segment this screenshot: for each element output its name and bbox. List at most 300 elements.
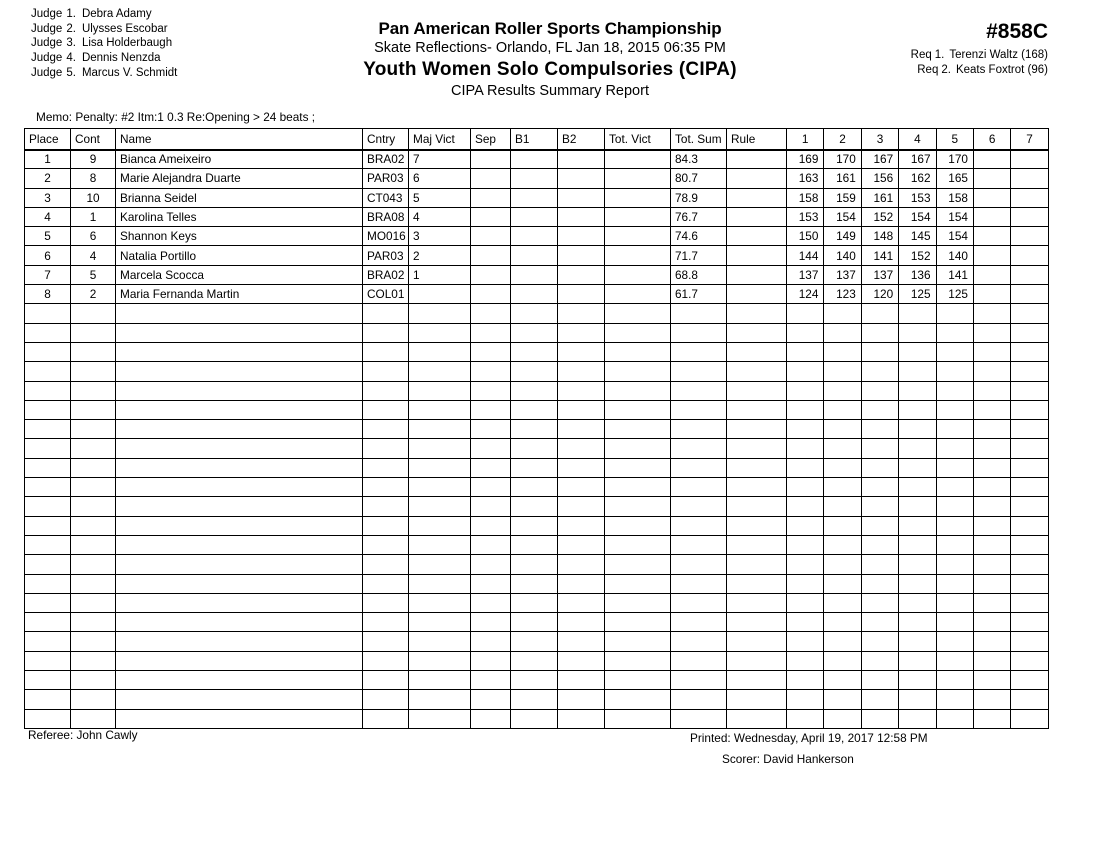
cell-judge-score-5: 141 bbox=[936, 265, 973, 284]
requirement-label: Req bbox=[910, 49, 932, 61]
cell-empty bbox=[363, 420, 409, 439]
cell-empty bbox=[558, 420, 605, 439]
cell-judge-score-7 bbox=[1011, 169, 1048, 188]
judge-name: Marcus V. Schmidt bbox=[81, 66, 178, 79]
cell-cntry: PAR03 bbox=[363, 169, 409, 188]
judge-name: Ulysses Escobar bbox=[81, 22, 168, 35]
column-header-judge-4: 4 bbox=[899, 129, 936, 150]
table-row-empty bbox=[25, 555, 1049, 574]
judge-name: Lisa Holderbaugh bbox=[81, 37, 173, 50]
cell-empty bbox=[605, 574, 671, 593]
column-header-cont: Cont bbox=[71, 129, 116, 150]
judge-line bbox=[31, 7, 177, 22]
cell-maj-vict: 6 bbox=[409, 169, 471, 188]
cell-sep bbox=[471, 188, 511, 207]
cell-empty bbox=[116, 613, 363, 632]
cell-empty bbox=[899, 651, 936, 670]
cell-rule bbox=[727, 285, 787, 304]
cell-empty bbox=[671, 478, 727, 497]
cell-empty bbox=[1011, 613, 1048, 632]
cell-empty bbox=[861, 516, 898, 535]
cell-tot-sum: 80.7 bbox=[671, 169, 727, 188]
cell-maj-vict: 2 bbox=[409, 246, 471, 265]
cell-empty bbox=[71, 497, 116, 516]
cell-empty bbox=[471, 690, 511, 709]
cell-empty bbox=[899, 593, 936, 612]
cell-empty bbox=[936, 362, 973, 381]
cell-empty bbox=[824, 497, 861, 516]
cell-empty bbox=[671, 497, 727, 516]
table-row-empty bbox=[25, 478, 1049, 497]
cell-empty bbox=[824, 574, 861, 593]
cell-empty bbox=[71, 342, 116, 361]
cell-empty bbox=[973, 362, 1010, 381]
cell-empty bbox=[409, 516, 471, 535]
cell-empty bbox=[471, 574, 511, 593]
cell-tot-sum: 76.7 bbox=[671, 207, 727, 226]
cell-b2 bbox=[558, 188, 605, 207]
cell-judge-score-5: 165 bbox=[936, 169, 973, 188]
cell-empty bbox=[605, 458, 671, 477]
cell-empty bbox=[973, 671, 1010, 690]
cell-empty bbox=[71, 709, 116, 728]
cell-b1 bbox=[511, 169, 558, 188]
cell-place: 7 bbox=[25, 265, 71, 284]
cell-empty bbox=[363, 632, 409, 651]
column-header-b2: B2 bbox=[558, 129, 605, 150]
cell-empty bbox=[558, 342, 605, 361]
event-title: Youth Women Solo Compulsories (CIPA) bbox=[363, 58, 737, 80]
cell-tot-vict bbox=[605, 188, 671, 207]
cell-empty bbox=[471, 304, 511, 323]
cell-judge-score-2: 137 bbox=[824, 265, 861, 284]
cell-empty bbox=[973, 690, 1010, 709]
cell-empty bbox=[558, 632, 605, 651]
cell-rule bbox=[727, 265, 787, 284]
cell-judge-score-1: 153 bbox=[787, 207, 824, 226]
column-header-maj-vict: Maj Vict bbox=[409, 129, 471, 150]
cell-name: Shannon Keys bbox=[116, 227, 363, 246]
cell-empty bbox=[899, 671, 936, 690]
cell-judge-score-6 bbox=[973, 285, 1010, 304]
cell-cont: 1 bbox=[71, 207, 116, 226]
cell-empty bbox=[1011, 362, 1048, 381]
cell-judge-score-5: 125 bbox=[936, 285, 973, 304]
cell-empty bbox=[363, 323, 409, 342]
cell-b2 bbox=[558, 285, 605, 304]
cell-empty bbox=[727, 497, 787, 516]
cell-empty bbox=[471, 709, 511, 728]
cell-empty bbox=[511, 381, 558, 400]
cell-empty bbox=[363, 342, 409, 361]
cell-empty bbox=[787, 555, 824, 574]
cell-empty bbox=[25, 420, 71, 439]
table-row bbox=[25, 265, 1049, 284]
cell-empty bbox=[787, 400, 824, 419]
cell-empty bbox=[409, 342, 471, 361]
cell-empty bbox=[116, 555, 363, 574]
cell-empty bbox=[1011, 439, 1048, 458]
cell-empty bbox=[116, 458, 363, 477]
cell-empty bbox=[1011, 420, 1048, 439]
cell-empty bbox=[558, 555, 605, 574]
cell-empty bbox=[936, 690, 973, 709]
cell-maj-vict: 3 bbox=[409, 227, 471, 246]
cell-empty bbox=[25, 690, 71, 709]
requirement-label: Req bbox=[917, 63, 939, 76]
cell-empty bbox=[471, 613, 511, 632]
cell-empty bbox=[727, 574, 787, 593]
cell-empty bbox=[363, 593, 409, 612]
cell-empty bbox=[899, 420, 936, 439]
cell-empty bbox=[787, 458, 824, 477]
cell-empty bbox=[936, 535, 973, 554]
cell-empty bbox=[25, 574, 71, 593]
cell-empty bbox=[409, 304, 471, 323]
cell-empty bbox=[787, 497, 824, 516]
table-header-row bbox=[25, 129, 1049, 150]
cell-empty bbox=[558, 535, 605, 554]
cell-empty bbox=[861, 362, 898, 381]
cell-empty bbox=[471, 651, 511, 670]
cell-empty bbox=[409, 400, 471, 419]
cell-empty bbox=[936, 478, 973, 497]
cell-tot-vict bbox=[605, 265, 671, 284]
cell-empty bbox=[973, 458, 1010, 477]
cell-empty bbox=[824, 400, 861, 419]
cell-empty bbox=[471, 400, 511, 419]
cell-empty bbox=[671, 593, 727, 612]
cell-judge-score-6 bbox=[973, 265, 1010, 284]
cell-judge-score-7 bbox=[1011, 246, 1048, 265]
cell-empty bbox=[558, 439, 605, 458]
cell-empty bbox=[25, 362, 71, 381]
cell-empty bbox=[558, 323, 605, 342]
column-header-rule: Rule bbox=[727, 129, 787, 150]
cell-name: Karolina Telles bbox=[116, 207, 363, 226]
cell-empty bbox=[787, 439, 824, 458]
cell-empty bbox=[471, 342, 511, 361]
cell-empty bbox=[605, 304, 671, 323]
cell-empty bbox=[71, 420, 116, 439]
cell-empty bbox=[25, 478, 71, 497]
cell-empty bbox=[671, 516, 727, 535]
cell-empty bbox=[671, 613, 727, 632]
cell-empty bbox=[116, 439, 363, 458]
cell-empty bbox=[511, 458, 558, 477]
cell-empty bbox=[363, 651, 409, 670]
cell-empty bbox=[71, 651, 116, 670]
cell-place: 3 bbox=[25, 188, 71, 207]
cell-empty bbox=[973, 574, 1010, 593]
event-info bbox=[911, 21, 1048, 77]
cell-empty bbox=[71, 555, 116, 574]
cell-empty bbox=[409, 478, 471, 497]
cell-judge-score-1: 137 bbox=[787, 265, 824, 284]
cell-empty bbox=[511, 516, 558, 535]
cell-empty bbox=[787, 709, 824, 728]
cell-empty bbox=[71, 458, 116, 477]
cell-b1 bbox=[511, 207, 558, 226]
cell-judge-score-3: 161 bbox=[861, 188, 898, 207]
requirement-number: 1. bbox=[934, 49, 945, 61]
cell-empty bbox=[71, 690, 116, 709]
cell-empty bbox=[671, 381, 727, 400]
table-row-empty bbox=[25, 420, 1049, 439]
requirement-number: 2. bbox=[941, 63, 951, 76]
cell-empty bbox=[824, 709, 861, 728]
cell-empty bbox=[824, 439, 861, 458]
cell-empty bbox=[511, 709, 558, 728]
cell-sep bbox=[471, 207, 511, 226]
cell-empty bbox=[727, 709, 787, 728]
cell-empty bbox=[727, 458, 787, 477]
cell-empty bbox=[824, 593, 861, 612]
cell-empty bbox=[471, 323, 511, 342]
cell-empty bbox=[671, 342, 727, 361]
table-row-empty bbox=[25, 516, 1049, 535]
cell-empty bbox=[558, 690, 605, 709]
cell-judge-score-4: 153 bbox=[899, 188, 936, 207]
cell-empty bbox=[511, 632, 558, 651]
cell-empty bbox=[1011, 458, 1048, 477]
table-row bbox=[25, 207, 1049, 226]
cell-rule bbox=[727, 207, 787, 226]
cell-empty bbox=[363, 516, 409, 535]
judge-label: Judge bbox=[31, 8, 63, 20]
table-row bbox=[25, 169, 1049, 188]
cell-empty bbox=[727, 632, 787, 651]
table-row-empty bbox=[25, 690, 1049, 709]
cell-empty bbox=[409, 690, 471, 709]
cell-empty bbox=[899, 535, 936, 554]
cell-empty bbox=[727, 651, 787, 670]
cell-empty bbox=[1011, 304, 1048, 323]
cell-judge-score-5: 170 bbox=[936, 150, 973, 169]
cell-empty bbox=[861, 690, 898, 709]
cell-judge-score-4: 136 bbox=[899, 265, 936, 284]
cell-empty bbox=[671, 420, 727, 439]
cell-empty bbox=[973, 555, 1010, 574]
cell-empty bbox=[409, 458, 471, 477]
cell-judge-score-6 bbox=[973, 207, 1010, 226]
cell-empty bbox=[511, 400, 558, 419]
cell-empty bbox=[787, 613, 824, 632]
cell-empty bbox=[558, 651, 605, 670]
cell-empty bbox=[605, 362, 671, 381]
requirement-line bbox=[911, 63, 1048, 78]
cell-tot-sum: 68.8 bbox=[671, 265, 727, 284]
cell-cntry: BRA02 bbox=[363, 150, 409, 169]
cell-empty bbox=[824, 458, 861, 477]
cell-name: Maria Fernanda Martin bbox=[116, 285, 363, 304]
cell-cntry: CT043 bbox=[363, 188, 409, 207]
cell-empty bbox=[1011, 574, 1048, 593]
cell-empty bbox=[727, 690, 787, 709]
cell-sep bbox=[471, 169, 511, 188]
cell-empty bbox=[824, 362, 861, 381]
cell-empty bbox=[787, 420, 824, 439]
cell-empty bbox=[558, 497, 605, 516]
cell-name: Natalia Portillo bbox=[116, 246, 363, 265]
cell-judge-score-2: 161 bbox=[824, 169, 861, 188]
cell-empty bbox=[973, 632, 1010, 651]
cell-empty bbox=[936, 516, 973, 535]
cell-empty bbox=[471, 516, 511, 535]
cell-empty bbox=[861, 651, 898, 670]
column-header-tot-vict: Tot. Vict bbox=[605, 129, 671, 150]
judge-number: 4. bbox=[66, 52, 76, 65]
cell-empty bbox=[116, 574, 363, 593]
cell-empty bbox=[25, 323, 71, 342]
cell-empty bbox=[824, 420, 861, 439]
cell-empty bbox=[605, 439, 671, 458]
cell-b2 bbox=[558, 227, 605, 246]
cell-judge-score-2: 154 bbox=[824, 207, 861, 226]
cell-judge-score-7 bbox=[1011, 188, 1048, 207]
cell-sep bbox=[471, 246, 511, 265]
cell-empty bbox=[25, 400, 71, 419]
cell-empty bbox=[899, 323, 936, 342]
cell-empty bbox=[511, 535, 558, 554]
cell-judge-score-5: 140 bbox=[936, 246, 973, 265]
cell-empty bbox=[899, 362, 936, 381]
cell-empty bbox=[558, 593, 605, 612]
cell-empty bbox=[936, 458, 973, 477]
cell-empty bbox=[973, 400, 1010, 419]
cell-b2 bbox=[558, 207, 605, 226]
cell-empty bbox=[471, 632, 511, 651]
cell-empty bbox=[727, 555, 787, 574]
cell-empty bbox=[511, 555, 558, 574]
cell-b1 bbox=[511, 285, 558, 304]
cell-empty bbox=[116, 400, 363, 419]
table-row-empty bbox=[25, 323, 1049, 342]
cell-cont: 4 bbox=[71, 246, 116, 265]
memo-text: Memo: Penalty: #2 Itm:1 0.3 Re:Opening > 24 beats ; bbox=[36, 110, 316, 124]
cell-empty bbox=[861, 420, 898, 439]
cell-judge-score-3: 167 bbox=[861, 150, 898, 169]
cell-empty bbox=[899, 439, 936, 458]
cell-empty bbox=[727, 342, 787, 361]
cell-cont: 6 bbox=[71, 227, 116, 246]
cell-empty bbox=[787, 574, 824, 593]
judge-number: 1. bbox=[66, 8, 76, 20]
cell-empty bbox=[558, 709, 605, 728]
judge-name: Debra Adamy bbox=[81, 8, 152, 20]
cell-empty bbox=[511, 651, 558, 670]
cell-empty bbox=[727, 613, 787, 632]
cell-name: Bianca Ameixeiro bbox=[116, 150, 363, 169]
cell-empty bbox=[409, 497, 471, 516]
table-row bbox=[25, 246, 1049, 265]
cell-judge-score-7 bbox=[1011, 227, 1048, 246]
cell-empty bbox=[25, 497, 71, 516]
cell-empty bbox=[511, 690, 558, 709]
cell-judge-score-2: 170 bbox=[824, 150, 861, 169]
cell-empty bbox=[899, 342, 936, 361]
cell-empty bbox=[71, 478, 116, 497]
judge-label: Judge bbox=[31, 66, 63, 79]
cell-empty bbox=[936, 613, 973, 632]
column-header-cntry: Cntry bbox=[363, 129, 409, 150]
table-row-empty bbox=[25, 400, 1049, 419]
cell-place: 2 bbox=[25, 169, 71, 188]
cell-empty bbox=[409, 632, 471, 651]
table-row-empty bbox=[25, 362, 1049, 381]
cell-empty bbox=[25, 555, 71, 574]
cell-empty bbox=[727, 478, 787, 497]
cell-empty bbox=[71, 400, 116, 419]
cell-empty bbox=[824, 671, 861, 690]
cell-judge-score-7 bbox=[1011, 265, 1048, 284]
cell-empty bbox=[71, 613, 116, 632]
cell-b1 bbox=[511, 188, 558, 207]
cell-empty bbox=[558, 304, 605, 323]
cell-judge-score-1: 144 bbox=[787, 246, 824, 265]
cell-cont: 2 bbox=[71, 285, 116, 304]
report-subtitle: CIPA Results Summary Report bbox=[451, 82, 649, 99]
cell-judge-score-2: 159 bbox=[824, 188, 861, 207]
cell-empty bbox=[471, 381, 511, 400]
cell-empty bbox=[671, 555, 727, 574]
cell-empty bbox=[824, 323, 861, 342]
cell-empty bbox=[824, 478, 861, 497]
cell-empty bbox=[973, 323, 1010, 342]
cell-empty bbox=[558, 400, 605, 419]
cell-empty bbox=[973, 613, 1010, 632]
cell-judge-score-4: 167 bbox=[899, 150, 936, 169]
cell-empty bbox=[861, 593, 898, 612]
cell-cntry: PAR03 bbox=[363, 246, 409, 265]
cell-place: 1 bbox=[25, 150, 71, 169]
judge-label: Judge bbox=[31, 22, 63, 35]
cell-b1 bbox=[511, 227, 558, 246]
cell-name: Brianna Seidel bbox=[116, 188, 363, 207]
cell-empty bbox=[671, 323, 727, 342]
cell-judge-score-3: 120 bbox=[861, 285, 898, 304]
cell-rule bbox=[727, 169, 787, 188]
cell-empty bbox=[787, 478, 824, 497]
cell-empty bbox=[671, 439, 727, 458]
cell-empty bbox=[71, 671, 116, 690]
cell-empty bbox=[824, 516, 861, 535]
cell-empty bbox=[727, 516, 787, 535]
cell-empty bbox=[671, 651, 727, 670]
requirement-text: Keats Foxtrot (96) bbox=[955, 63, 1048, 76]
cell-empty bbox=[727, 400, 787, 419]
cell-empty bbox=[363, 304, 409, 323]
cell-b2 bbox=[558, 169, 605, 188]
cell-tot-vict bbox=[605, 285, 671, 304]
column-header-judge-6: 6 bbox=[973, 129, 1010, 150]
cell-empty bbox=[116, 651, 363, 670]
cell-judge-score-4: 145 bbox=[899, 227, 936, 246]
cell-empty bbox=[116, 497, 363, 516]
cell-empty bbox=[25, 632, 71, 651]
cell-empty bbox=[605, 593, 671, 612]
cell-empty bbox=[936, 671, 973, 690]
cell-empty bbox=[71, 535, 116, 554]
cell-empty bbox=[727, 535, 787, 554]
cell-empty bbox=[25, 381, 71, 400]
cell-empty bbox=[363, 690, 409, 709]
column-header-place: Place bbox=[25, 129, 71, 150]
scorer-line: Scorer: David Hankerson bbox=[722, 752, 854, 766]
cell-empty bbox=[471, 535, 511, 554]
cell-empty bbox=[605, 381, 671, 400]
cell-judge-score-4: 154 bbox=[899, 207, 936, 226]
